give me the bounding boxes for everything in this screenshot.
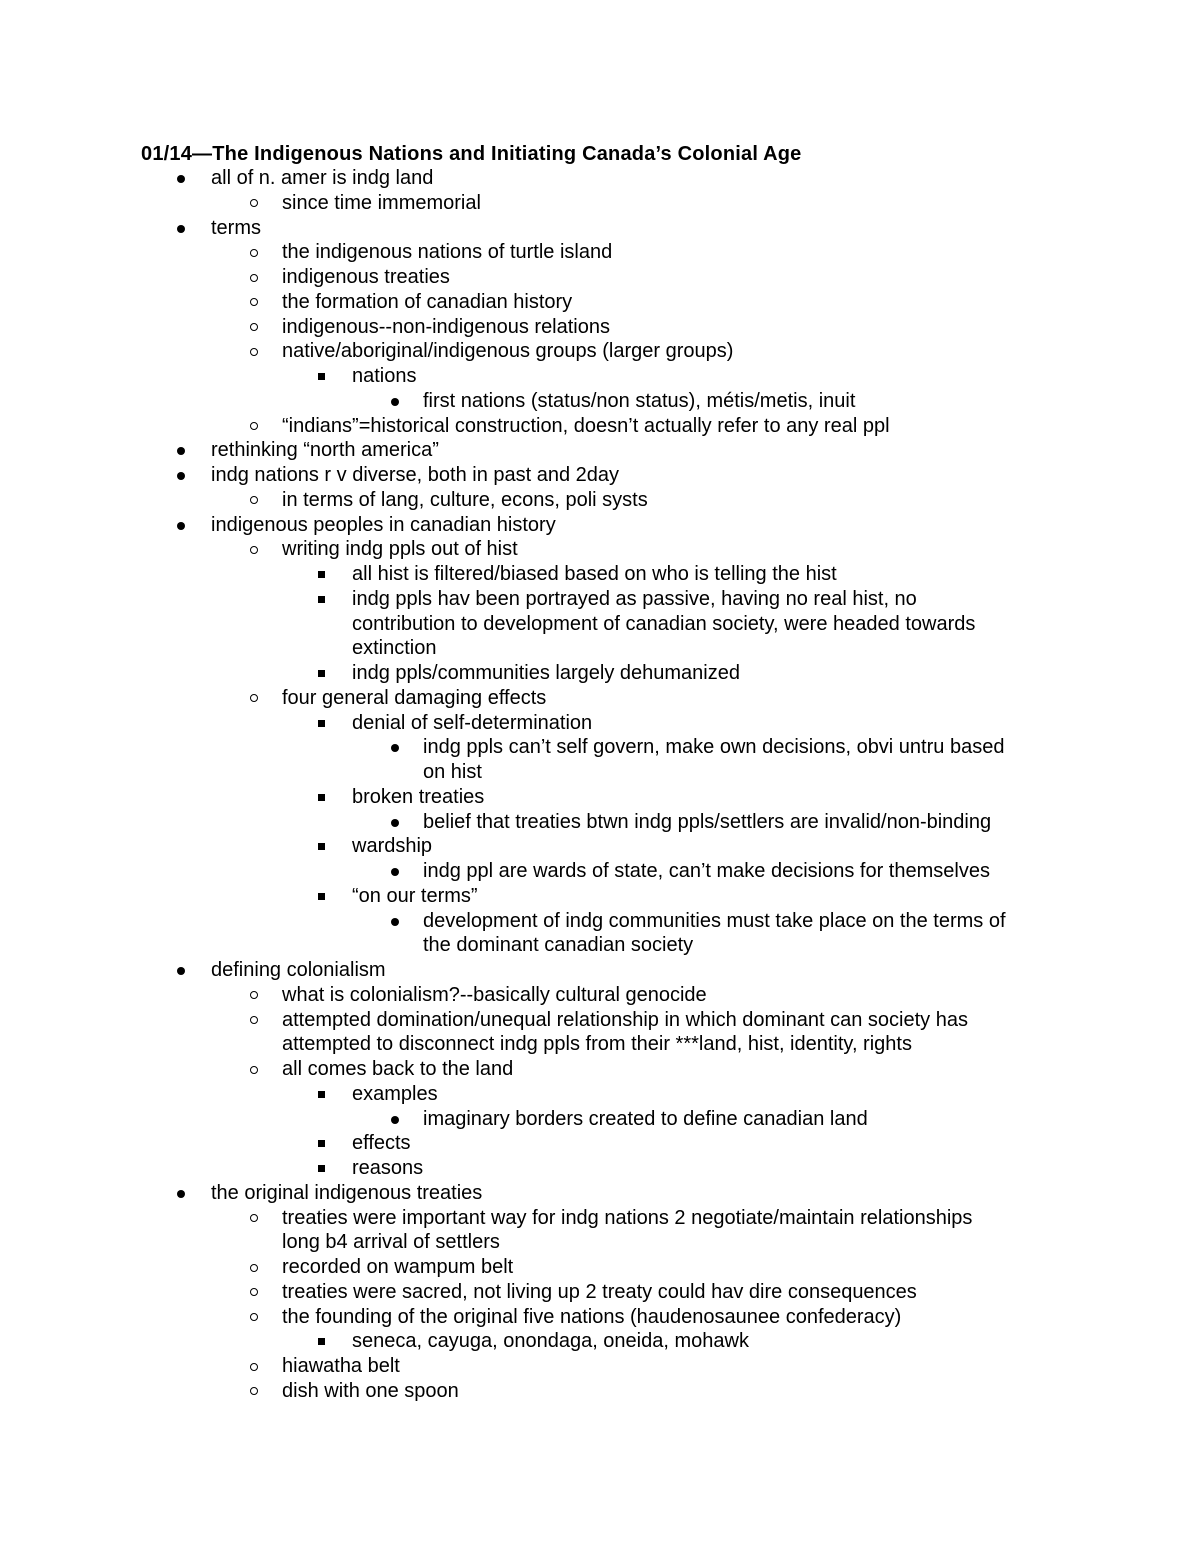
list-item [0, 1255, 1200, 1280]
list-item [0, 290, 1200, 315]
list-item-text: in terms of lang, culture, econs, poli systs [282, 488, 648, 511]
list-item [0, 1206, 1200, 1231]
list-item-text: wardship [352, 835, 433, 858]
list-item-text: indigenous treaties [282, 266, 450, 288]
list-item [0, 1032, 1200, 1057]
list-item [0, 834, 1200, 859]
list-item [0, 463, 1200, 488]
list-item [0, 191, 1200, 216]
list-item [0, 265, 1200, 290]
list-item [0, 1379, 1200, 1404]
bullet-circle-icon [250, 1264, 258, 1272]
bullet-circle-icon [250, 348, 258, 356]
bullet-circle-icon [250, 1214, 258, 1222]
bullet-circle-icon [250, 274, 258, 282]
list-item-text: indg ppls hav been portrayed as passive, having no real hist, no [352, 587, 917, 610]
list-item [0, 909, 1200, 934]
bullet-disc-icon [177, 522, 185, 530]
bullet-circle-icon [250, 1363, 258, 1371]
bullet-circle-icon [250, 298, 258, 306]
bullet-disc-icon [177, 967, 185, 975]
list-item [0, 1329, 1200, 1354]
bullet-disc-icon [177, 447, 185, 455]
list-item-text: dish with one spoon [282, 1379, 459, 1402]
list-item-text: since time immemorial [282, 191, 481, 214]
list-item [0, 537, 1200, 562]
list-item-text: indg ppl are wards of state, can’t make decisions for themselves [423, 860, 990, 882]
bullet-circle-icon [250, 1387, 258, 1395]
bullet-disc-icon [391, 819, 399, 827]
list-item-text: broken treaties [352, 785, 485, 808]
list-item [0, 612, 1200, 637]
bullet-circle-icon [250, 323, 258, 331]
bullet-disc-icon [391, 744, 399, 752]
list-item [0, 1230, 1200, 1255]
list-item-text: nations [352, 365, 417, 387]
list-item [0, 364, 1200, 389]
list-item-text: indg ppls/communities largely dehumanized [352, 662, 740, 684]
list-item [0, 587, 1200, 612]
list-item [0, 1156, 1200, 1181]
list-item [0, 339, 1200, 364]
list-item-text: all of n. amer is indg land [211, 167, 434, 189]
list-item-text: on hist [423, 761, 482, 783]
list-item-text: treaties were important way for indg nations 2 negotiate/maintain relationships [282, 1206, 973, 1229]
list-item [0, 1082, 1200, 1107]
bullet-disc-icon [391, 398, 399, 406]
list-item [0, 785, 1200, 810]
bullet-square-icon [318, 1338, 325, 1345]
bullet-square-icon [318, 843, 325, 850]
list-item-text: writing indg ppls out of hist [282, 538, 518, 561]
list-item-text: hiawatha belt [282, 1355, 400, 1377]
list-item [0, 661, 1200, 686]
list-item-text: indg ppls can’t self govern, make own decisions, obvi untru based [423, 736, 1005, 759]
list-item-text: indigenous--non-indigenous relations [282, 315, 610, 338]
list-item-text: “on our terms” [352, 884, 478, 907]
bullet-circle-icon [250, 249, 258, 257]
bullet-disc-icon [177, 1190, 185, 1198]
list-item-text: imaginary borders created to define canadian land [423, 1107, 868, 1130]
list-item [0, 1181, 1200, 1206]
list-item-text: all hist is filtered/biased based on who is telling the hist [352, 563, 837, 585]
list-item-text: “indians”=historical construction, doesn’t actually refer to any real ppl [282, 414, 890, 437]
list-item-text: treaties were sacred, not living up 2 treaty could hav dire consequences [282, 1280, 917, 1303]
bullet-square-icon [318, 596, 325, 603]
list-item [0, 760, 1200, 785]
list-item-text: the original indigenous treaties [211, 1181, 483, 1204]
list-item-text: native/aboriginal/indigenous groups (larger groups) [282, 340, 734, 363]
bullet-disc-icon [177, 225, 185, 233]
list-item [0, 859, 1200, 884]
list-item [0, 1131, 1200, 1156]
list-item [0, 1008, 1200, 1033]
list-item [0, 216, 1200, 241]
bullet-circle-icon [250, 1066, 258, 1074]
list-item [0, 958, 1200, 983]
bullet-square-icon [318, 794, 325, 801]
list-item-text: terms [211, 216, 261, 239]
bullet-circle-icon [250, 1016, 258, 1024]
list-item [0, 166, 1200, 191]
list-item [0, 933, 1200, 958]
list-item-text: indg nations r v diverse, both in past and 2day [211, 464, 620, 486]
bullet-disc-icon [391, 1116, 399, 1124]
list-item-text: rethinking “north america” [211, 439, 439, 462]
list-item-text: long b4 arrival of settlers [282, 1231, 500, 1254]
list-item [0, 735, 1200, 760]
list-item [0, 240, 1200, 265]
bullet-disc-icon [177, 472, 185, 480]
list-item-text: what is colonialism?--basically cultural genocide [282, 983, 707, 1006]
list-item [0, 1305, 1200, 1330]
list-item [0, 884, 1200, 909]
list-item [0, 562, 1200, 587]
list-item [0, 983, 1200, 1008]
bullet-disc-icon [391, 918, 399, 926]
bullet-circle-icon [250, 199, 258, 207]
bullet-circle-icon [250, 991, 258, 999]
list-item-text: effects [352, 1132, 411, 1155]
list-item-text: defining colonialism [211, 959, 386, 981]
list-item-text: indigenous peoples in canadian history [211, 513, 556, 536]
list-item [0, 1354, 1200, 1379]
bullet-square-icon [318, 571, 325, 578]
list-item-text: the indigenous nations of turtle island [282, 241, 613, 264]
list-item-text: four general damaging effects [282, 686, 547, 709]
list-item-text: the formation of canadian history [282, 290, 573, 313]
list-item [0, 1280, 1200, 1305]
list-item [0, 686, 1200, 711]
bullet-square-icon [318, 1140, 325, 1147]
list-item [0, 389, 1200, 414]
list-item [0, 414, 1200, 439]
list-item-text: all comes back to the land [282, 1058, 514, 1080]
bullet-outline [0, 166, 1200, 1404]
list-item-text: belief that treaties btwn indg ppls/settlers are invalid/non-binding [423, 810, 992, 833]
bullet-disc-icon [391, 868, 399, 876]
list-item-text: attempted to disconnect indg ppls from their ***land, hist, identity, rights [282, 1033, 912, 1056]
bullet-square-icon [318, 670, 325, 677]
list-item [0, 1107, 1200, 1132]
list-item-text: reasons [352, 1157, 424, 1179]
bullet-circle-icon [250, 1288, 258, 1296]
bullet-circle-icon [250, 694, 258, 702]
list-item [0, 315, 1200, 340]
list-item [0, 513, 1200, 538]
bullet-square-icon [318, 720, 325, 727]
list-item [0, 810, 1200, 835]
list-item [0, 438, 1200, 463]
list-item-text: the founding of the original five nations (haudenosaunee confederacy) [282, 1305, 902, 1328]
bullet-square-icon [318, 1165, 325, 1172]
bullet-square-icon [318, 893, 325, 900]
list-item [0, 636, 1200, 661]
bullet-circle-icon [250, 422, 258, 430]
list-item [0, 488, 1200, 513]
list-item-text: first nations (status/non status), métis/metis, inuit [423, 389, 856, 412]
list-item-text: denial of self-determination [352, 711, 593, 734]
list-item-text: recorded on wampum belt [282, 1256, 514, 1278]
list-item-text: contribution to development of canadian society, were headed towards [352, 612, 976, 635]
list-item-text: seneca, cayuga, onondaga, oneida, mohawk [352, 1330, 749, 1353]
bullet-square-icon [318, 373, 325, 380]
list-item-text: the dominant canadian society [423, 934, 694, 957]
bullet-square-icon [318, 1091, 325, 1098]
list-item [0, 711, 1200, 736]
list-item-text: development of indg communities must take place on the terms of [423, 909, 1006, 932]
list-item [0, 1057, 1200, 1082]
page-title: 01/14—The Indigenous Nations and Initiating Canada’s Colonial Age [141, 143, 802, 165]
list-item-text: extinction [352, 637, 437, 660]
list-item-text: attempted domination/unequal relationship in which dominant can society has [282, 1008, 968, 1031]
bullet-circle-icon [250, 546, 258, 554]
bullet-circle-icon [250, 496, 258, 504]
bullet-disc-icon [177, 175, 185, 183]
bullet-circle-icon [250, 1313, 258, 1321]
list-item-text: examples [352, 1082, 438, 1105]
